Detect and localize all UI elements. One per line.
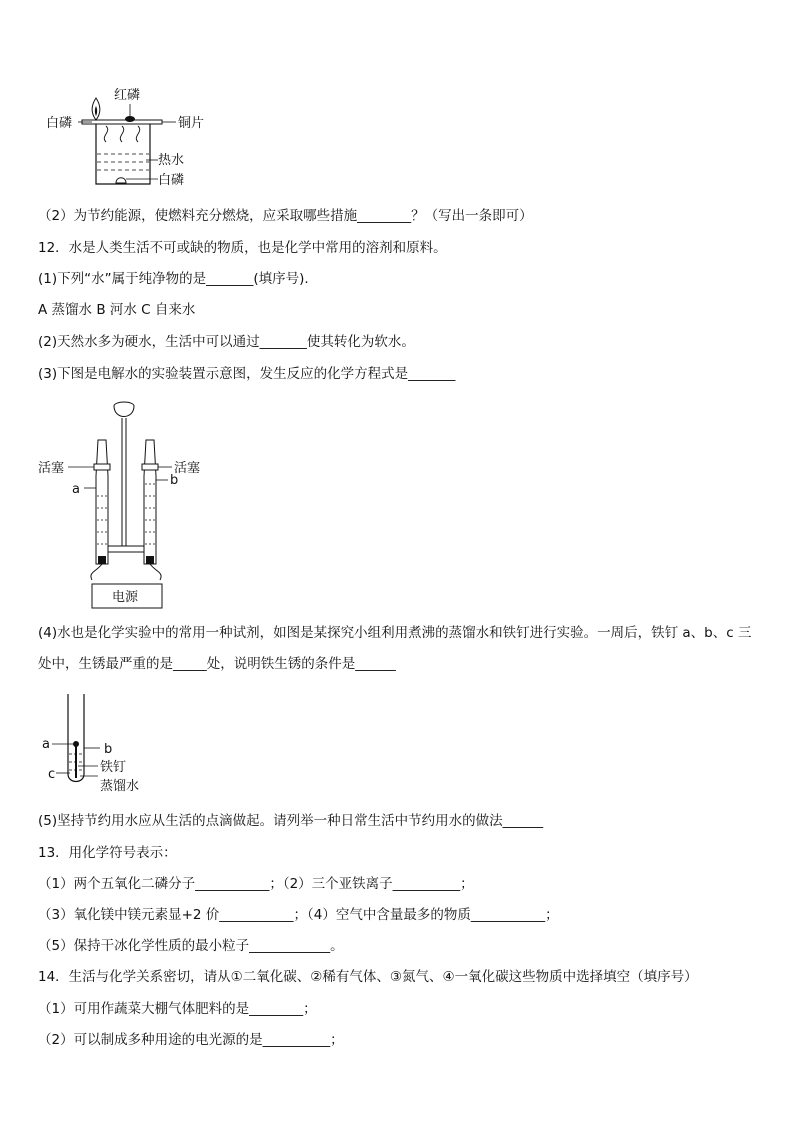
label-hot-water: 热水 <box>158 153 185 168</box>
question-12-part-2: (2)天然水多为硬水，生活中可以通过_______使其转化为软水。 <box>38 334 415 350</box>
label-stopcock-left: 活塞 <box>38 461 65 476</box>
right-stopcock-icon <box>142 464 158 470</box>
question-13-row-1: （1）两个五氧化二磷分子___________；（2）三个亚铁离子__________； <box>38 876 474 892</box>
question-14-row-2: （2）可以制成多种用途的电光源的是__________； <box>38 1032 344 1048</box>
label-white-phosphorus-top: 白磷 <box>46 116 73 131</box>
right-tube <box>144 440 156 564</box>
copper-plate <box>82 120 162 124</box>
iron-nail-test-tube-figure <box>40 690 180 800</box>
reservoir-bulb <box>114 406 134 417</box>
question-12-options: A 蒸馏水 B 河水 C 自来水 <box>38 302 196 318</box>
label-power: 电源 <box>112 590 139 605</box>
label-c: c <box>48 767 56 782</box>
connector-tube <box>108 546 144 552</box>
question-12-part-1: (1)下列“水”属于纯净物的是_______(填序号). <box>38 271 309 287</box>
left-tube <box>96 440 108 564</box>
question-12-part-5: (5)坚持节约用水应从生活的点滴做起。请列举一种日常生活中节约用水的做法______ <box>38 813 544 829</box>
question-14-stem: 14．生活与化学关系密切，请从①二氧化碳、②稀有气体、③氮气、④一氧化碳这些物质中选择填空（填序号） <box>38 969 698 985</box>
question-14-row-1: （1）可用作蔬菜大棚气体肥料的是________； <box>38 1001 317 1017</box>
label-stopcock-right: 活塞 <box>174 461 201 476</box>
phosphorus-combustion-figure <box>40 80 220 190</box>
question-12-part-4: (4)水也是化学实验中的常用一种试剂，如图是某探究小组利用煮沸的蒸馏水和铁钉进行实验。一周后，铁钉 a、b、c 三处中，生锈最严重的是_____处，说明铁生锈的条件是______ <box>38 625 752 672</box>
question-12-part-3: (3)下图是电解水的实验装置示意图，发生反应的化学方程式是_______ <box>38 366 456 382</box>
label-a: a <box>42 737 50 752</box>
white-phosphorus-in-water-icon <box>116 178 126 183</box>
label-copper-plate: 铜片 <box>178 116 205 131</box>
label-red-phosphorus: 红磷 <box>114 88 141 103</box>
question-12-stem: 12．水是人类生活不可或缺的物质，也是化学中常用的溶剂和原料。 <box>38 240 447 256</box>
label-b: b <box>170 473 179 488</box>
left-stopcock-icon <box>94 464 110 470</box>
question-13-row-2: （3）氧化镁中镁元素显+2 价___________；（4）空气中含量最多的物质___________； <box>38 907 559 923</box>
label-white-phosphorus-bottom: 白磷 <box>158 173 185 188</box>
label-b: b <box>104 742 113 757</box>
label-iron-nail: 铁钉 <box>100 760 127 775</box>
question-13-row-3: （5）保持干冰化学性质的最小粒子____________。 <box>38 938 344 954</box>
question-11-part-2: （2）为节约能源，使燃料充分燃烧，应采取哪些措施________？（写出一条即可） <box>38 208 533 224</box>
label-distilled-water: 蒸馏水 <box>100 779 140 794</box>
electrolysis-figure <box>36 396 226 614</box>
label-a: a <box>72 482 80 497</box>
question-13-stem: 13．用化学符号表示： <box>38 845 177 861</box>
red-phosphorus-icon <box>125 116 135 122</box>
